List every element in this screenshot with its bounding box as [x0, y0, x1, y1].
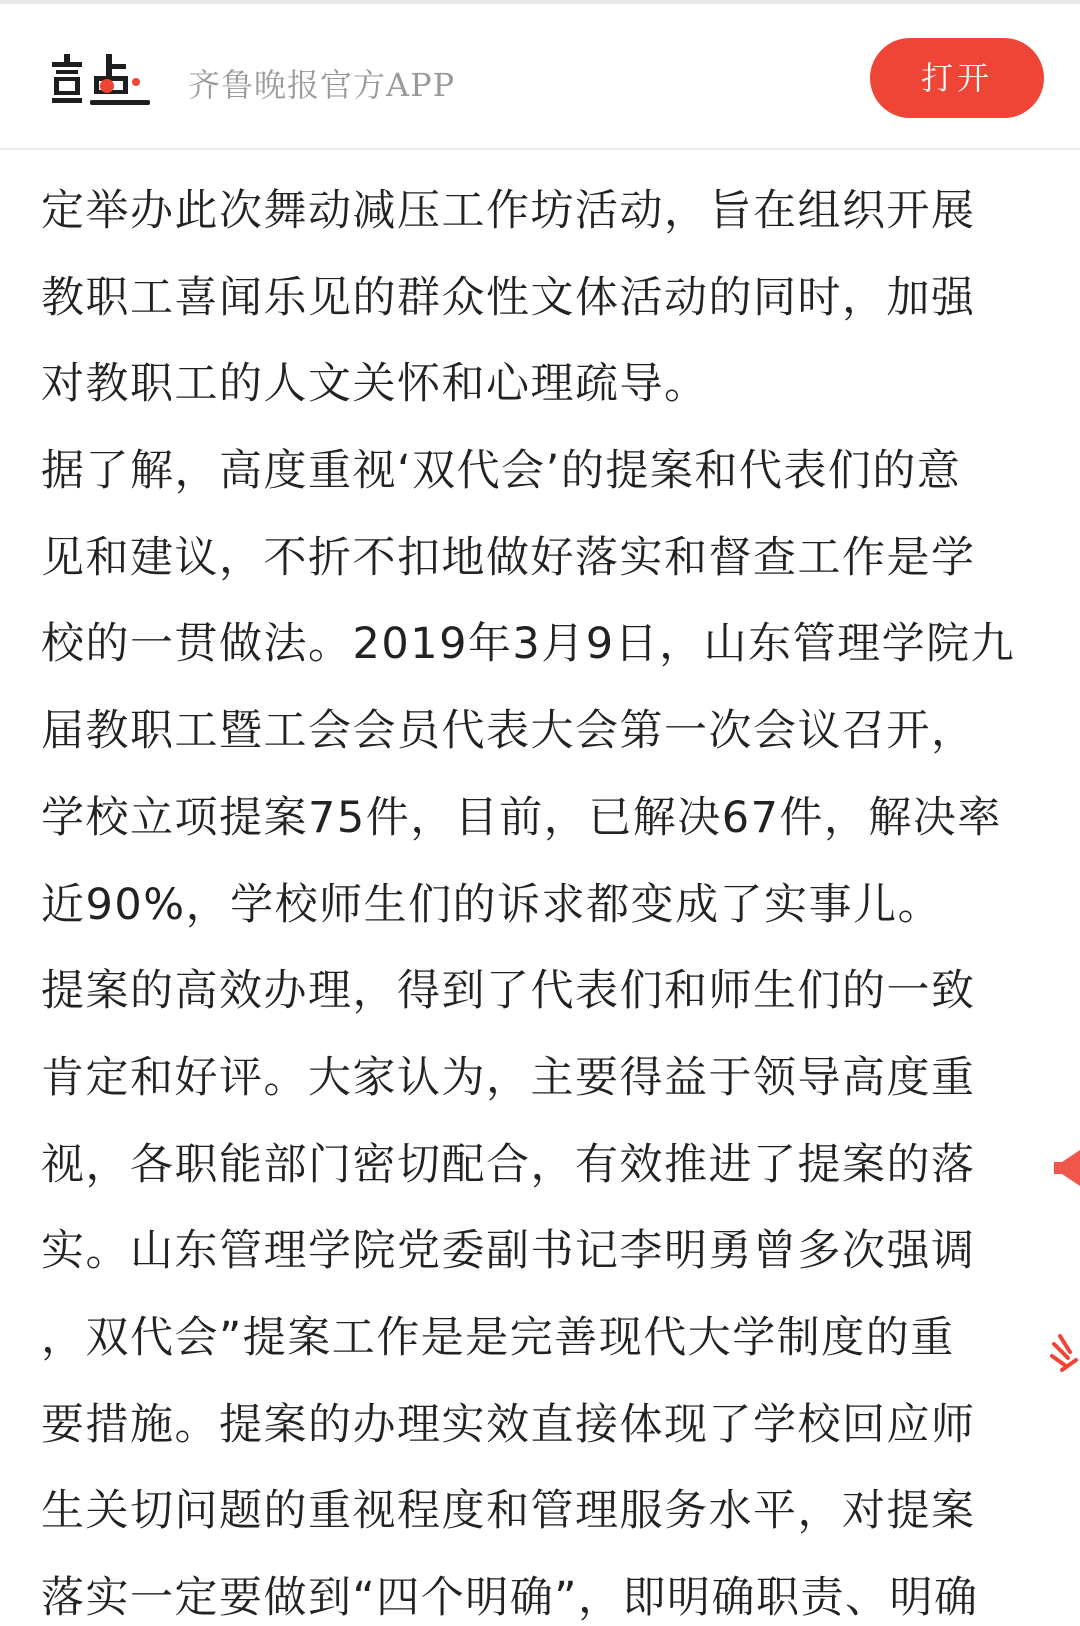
article-line: 校的一贯做法。2019年3月9日，山东管理学院九: [41, 619, 1016, 670]
article-line: 生关切问题的重视程度和管理服务水平，对提案: [41, 1486, 976, 1537]
app-logo: [50, 52, 154, 108]
article-line: 见和建议，不折不扣地做好落实和督查工作是学: [41, 532, 976, 583]
app-name: 齐鲁晚报官方APP: [188, 66, 456, 104]
article-line: 实。山东管理学院党委副书记李明勇曾多次强调: [41, 1226, 976, 1277]
open-app-button[interactable]: 打开: [870, 38, 1044, 118]
article-line: 定举办此次舞动减压工作坊活动，旨在组织开展: [41, 186, 976, 236]
article-line: 视，各职能部门密切配合，有效推进了提案的落: [41, 1139, 976, 1190]
article-line: 届教职工暨工会会员代表大会第一次会议召开，: [41, 706, 976, 757]
speaker-icon[interactable]: [1052, 1146, 1080, 1190]
article-line: 教职工喜闻乐见的群众性文体活动的同时，加强: [41, 272, 976, 323]
article-line: 近90%，学校师生们的诉求都变成了实事儿。: [41, 879, 943, 930]
app-download-banner: [0, 0, 1080, 150]
article-line: ，双代会”提案工作是是完善现代大学制度的重: [41, 1312, 955, 1363]
banner-top-edge: [0, 0, 1080, 4]
article-line: 提案的高效办理，得到了代表们和师生们的一致: [41, 966, 976, 1017]
article-line: 肯定和好评。大家认为，主要得益于领导高度重: [41, 1052, 976, 1103]
article-line: 落实一定要做到“四个明确”，即明确职责、明确: [41, 1573, 979, 1623]
article-line: 据了解，高度重视‘双代会’的提案和代表们的意: [41, 446, 962, 497]
article-line: 学校立项提案75件，目前，已解决67件，解决率: [41, 792, 1002, 843]
article-body: [41, 168, 1051, 1626]
article-line: 要措施。提案的办理实效直接体现了学校回应师: [41, 1399, 976, 1450]
hand-icon[interactable]: [1050, 1330, 1080, 1374]
article-line: 对教职工的人文关怀和心理疏导。: [41, 359, 709, 410]
